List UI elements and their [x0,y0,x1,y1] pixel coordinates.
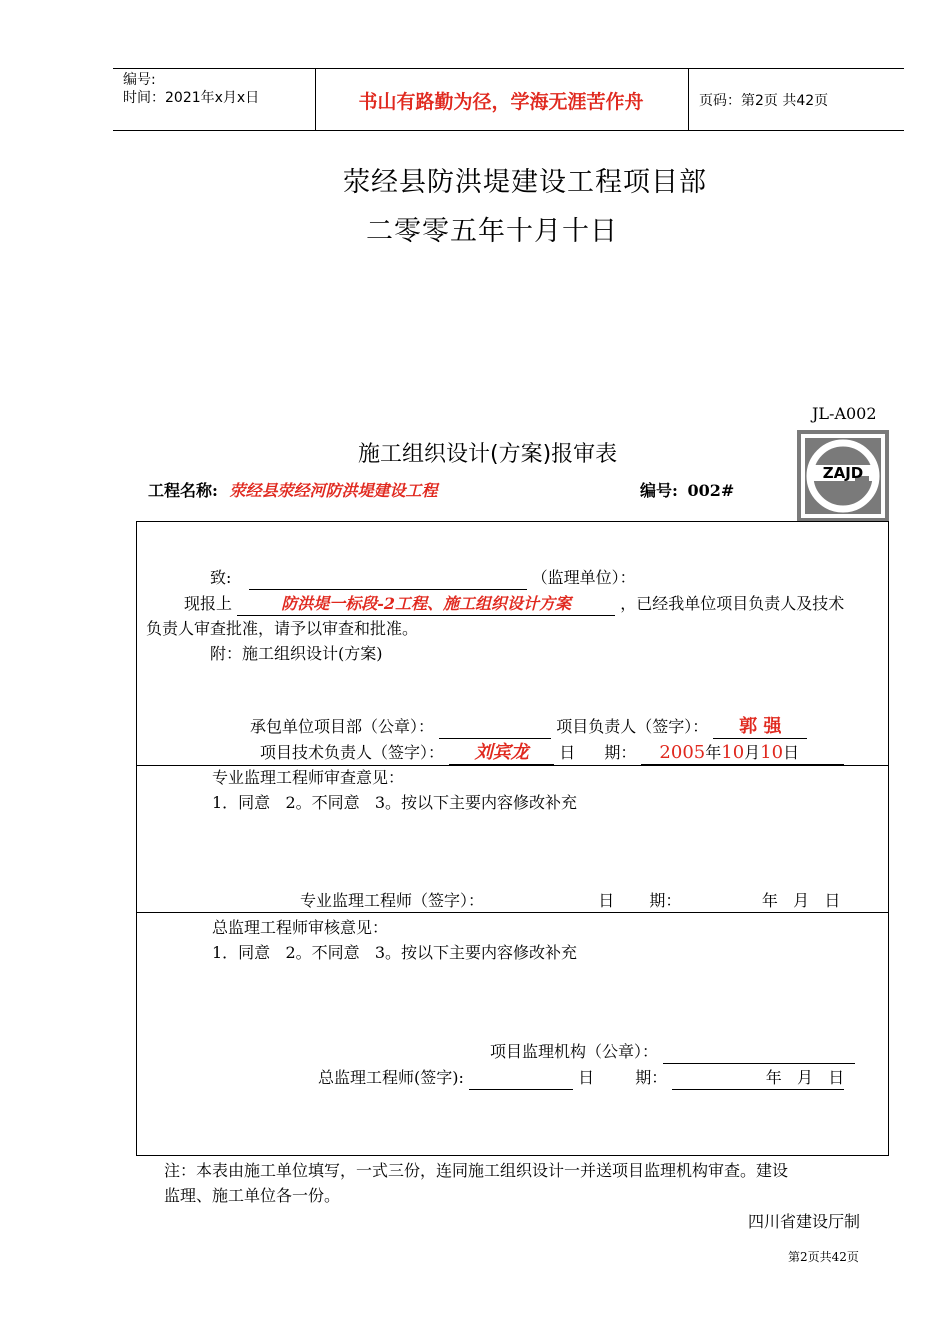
zajd-logo-icon [797,430,889,522]
number-value: 002# [687,481,735,500]
chief-sign-label: 总监理工程师(签字): [318,1068,464,1087]
month-char: 月 [744,743,761,762]
page-header [113,68,904,131]
header-page-number: 页码：第2页 共42页 [699,93,829,109]
report-suffix: ，已经我单位项目负责人及技术 [620,594,845,613]
header-meta [123,71,259,107]
header-divider [688,69,689,130]
pm-label: 项目负责人（签字）： [556,717,709,736]
project-name: 荥经县荥经河防洪堤建设工程 [229,481,438,500]
tech-label: 项目技术负责人（签字）： [260,743,445,762]
note-line-2: 监理、施工单位各一份。 [164,1186,341,1205]
header-motto: 书山有路勤为径，学海无涯苦作舟 [358,91,644,113]
issuer: 四川省建设厅制 [748,1212,861,1231]
note-line-1: 注：本表由施工单位填写，一式三份，连同施工组织设计一并送项目监理机构审查。建设 [164,1161,789,1180]
project-row [148,479,438,503]
number-row [640,479,734,503]
project-label: 工程名称: [148,481,218,500]
engineer-opinion-title: 专业监理工程师审查意见： [212,768,405,787]
submit-day: 10 [760,742,784,763]
year-char: 年 [705,743,722,762]
supervisor-unit-field[interactable] [249,567,527,590]
tech-signature: 刘宾龙 [449,742,554,765]
engineer-date-field[interactable]: 年 月 日 [686,890,840,913]
serial-label: 编号: [123,72,156,88]
chief-sign-row [318,1066,844,1090]
chief-date-field[interactable]: 年 月 日 [672,1067,844,1090]
report-line2: 负责人审查批准，请予以审查和批准。 [146,619,419,638]
chief-opinion-title: 总监理工程师审核意见： [212,918,389,937]
cover-date: 二零零五年十月十日 [366,216,618,247]
number-label: 编号: [640,481,678,500]
contractor-seal-label: 承包单位项目部（公章）： [250,717,435,736]
chief-signature-field[interactable] [469,1067,573,1090]
to-row [210,566,636,590]
to-label: 致: [210,568,232,587]
chief-date-label-2: 期： [635,1068,668,1087]
engineer-date-label-2: 期： [649,891,682,910]
submit-date [641,742,844,765]
pm-signature: 郭 强 [713,716,807,739]
engineer-date-label: 日 [598,891,615,910]
date-label-2: 期： [604,743,637,762]
date-label: 日 [559,743,576,762]
chief-org-seal-field[interactable] [663,1041,855,1064]
day-char: 日 [783,743,800,762]
tech-row [260,741,844,765]
report-row [184,592,844,616]
chief-org-label: 项目监理机构（公章）： [490,1042,659,1061]
submit-year: 2005 [659,742,706,763]
chief-org-row [490,1040,855,1064]
engineer-sign-label: 专业监理工程师（签字）： [300,891,485,910]
chief-date-label: 日 [578,1068,595,1087]
engineer-sign-row [300,889,840,913]
engineer-signature-field[interactable] [489,890,593,913]
chief-options: 1．同意 2。不同意 3。按以下主要内容修改补充 [212,943,578,962]
form-code: JL-A002 [812,404,877,423]
report-item: 防洪堤一标段-2工程、施工组织设计方案 [237,593,615,616]
form-title: 施工组织设计(方案)报审表 [358,442,618,467]
submit-month: 10 [721,742,745,763]
footer-page-number: 第2页共42页 [788,1250,859,1264]
logo-text: ZAJD [822,464,864,482]
time-label: 时间：2021年x月x日 [123,90,260,106]
engineer-options: 1．同意 2。不同意 3。按以下主要内容修改补充 [212,793,578,812]
contractor-row [250,715,807,739]
cover-organization: 荥经县防洪堤建设工程项目部 [343,167,707,198]
contractor-seal-field[interactable] [439,716,551,739]
attachment-line: 附：施工组织设计(方案) [210,644,383,663]
to-suffix: （监理单位）： [531,568,636,587]
report-prefix: 现报上 [184,594,233,613]
